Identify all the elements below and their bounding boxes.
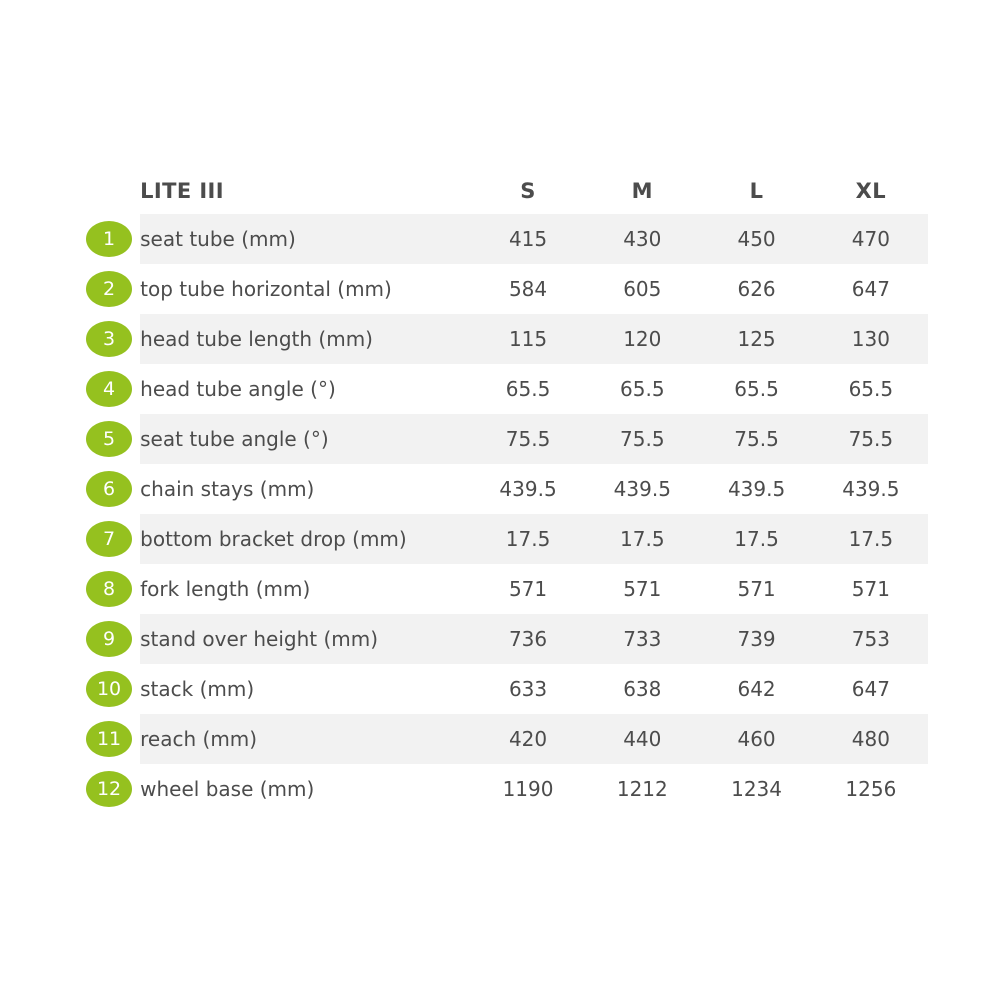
- row-number-cell: [78, 414, 140, 464]
- cell-xl: 470: [814, 214, 928, 264]
- row-number-cell: [78, 314, 140, 364]
- table-row: [78, 514, 928, 564]
- cell-s: 736: [471, 614, 585, 664]
- row-number-cell: [78, 564, 140, 614]
- cell-xl: 1256: [814, 764, 928, 814]
- row-label: stand over height (mm): [140, 614, 471, 664]
- row-number-cell: [78, 464, 140, 514]
- row-label: chain stays (mm): [140, 464, 471, 514]
- cell-xl: 439.5: [814, 464, 928, 514]
- cell-l: 571: [699, 564, 813, 614]
- row-number-cell: [78, 614, 140, 664]
- header-badge-spacer: [78, 168, 140, 214]
- row-number-badge: 2: [86, 271, 132, 307]
- cell-m: 1212: [585, 764, 699, 814]
- geometry-spec-table: [78, 168, 928, 814]
- row-label: reach (mm): [140, 714, 471, 764]
- cell-xl: 647: [814, 264, 928, 314]
- row-number-badge: 6: [86, 471, 132, 507]
- column-header-l: L: [699, 168, 813, 214]
- cell-m: 638: [585, 664, 699, 714]
- row-label: seat tube angle (°): [140, 414, 471, 464]
- cell-m: 75.5: [585, 414, 699, 464]
- cell-m: 17.5: [585, 514, 699, 564]
- cell-s: 1190: [471, 764, 585, 814]
- table-row: [78, 314, 928, 364]
- cell-l: 626: [699, 264, 813, 314]
- cell-xl: 65.5: [814, 364, 928, 414]
- cell-m: 430: [585, 214, 699, 264]
- row-label: wheel base (mm): [140, 764, 471, 814]
- row-label: seat tube (mm): [140, 214, 471, 264]
- cell-s: 420: [471, 714, 585, 764]
- cell-m: 65.5: [585, 364, 699, 414]
- cell-l: 460: [699, 714, 813, 764]
- cell-m: 605: [585, 264, 699, 314]
- cell-l: 125: [699, 314, 813, 364]
- cell-m: 120: [585, 314, 699, 364]
- row-label: head tube length (mm): [140, 314, 471, 364]
- cell-s: 75.5: [471, 414, 585, 464]
- row-number-badge: 11: [86, 721, 132, 757]
- row-label: head tube angle (°): [140, 364, 471, 414]
- row-number-cell: [78, 364, 140, 414]
- row-number-badge: 3: [86, 321, 132, 357]
- row-number-badge: 12: [86, 771, 132, 807]
- cell-l: 439.5: [699, 464, 813, 514]
- row-number-badge: 5: [86, 421, 132, 457]
- cell-m: 733: [585, 614, 699, 664]
- row-number-badge: 7: [86, 521, 132, 557]
- row-number-badge: 1: [86, 221, 132, 257]
- table-wrap: [78, 168, 928, 814]
- cell-s: 439.5: [471, 464, 585, 514]
- row-number-cell: [78, 264, 140, 314]
- cell-s: 65.5: [471, 364, 585, 414]
- cell-s: 633: [471, 664, 585, 714]
- table-row: [78, 214, 928, 264]
- row-label: top tube horizontal (mm): [140, 264, 471, 314]
- cell-xl: 17.5: [814, 514, 928, 564]
- row-number-badge: 4: [86, 371, 132, 407]
- cell-l: 17.5: [699, 514, 813, 564]
- row-number-badge: 8: [86, 571, 132, 607]
- model-title: LITE III: [140, 168, 471, 214]
- cell-xl: 480: [814, 714, 928, 764]
- cell-m: 439.5: [585, 464, 699, 514]
- table-header-row: [78, 168, 928, 214]
- cell-l: 1234: [699, 764, 813, 814]
- table-row: [78, 714, 928, 764]
- table-row: [78, 414, 928, 464]
- row-label: stack (mm): [140, 664, 471, 714]
- row-number-cell: [78, 514, 140, 564]
- cell-xl: 647: [814, 664, 928, 714]
- table-row: [78, 764, 928, 814]
- cell-l: 65.5: [699, 364, 813, 414]
- table-row: [78, 464, 928, 514]
- cell-s: 415: [471, 214, 585, 264]
- table-row: [78, 564, 928, 614]
- row-number-badge: 10: [86, 671, 132, 707]
- row-number-cell: [78, 214, 140, 264]
- table-row: [78, 364, 928, 414]
- cell-m: 440: [585, 714, 699, 764]
- cell-s: 17.5: [471, 514, 585, 564]
- cell-l: 75.5: [699, 414, 813, 464]
- cell-s: 584: [471, 264, 585, 314]
- table-body: [78, 214, 928, 814]
- table-row: [78, 264, 928, 314]
- cell-s: 571: [471, 564, 585, 614]
- row-number-badge: 9: [86, 621, 132, 657]
- row-number-cell: [78, 664, 140, 714]
- cell-l: 739: [699, 614, 813, 664]
- column-header-xl: XL: [814, 168, 928, 214]
- table-row: [78, 664, 928, 714]
- cell-xl: 130: [814, 314, 928, 364]
- row-label: bottom bracket drop (mm): [140, 514, 471, 564]
- cell-m: 571: [585, 564, 699, 614]
- row-number-cell: [78, 714, 140, 764]
- geometry-table: [78, 168, 928, 814]
- row-number-cell: [78, 764, 140, 814]
- column-header-s: S: [471, 168, 585, 214]
- column-header-m: M: [585, 168, 699, 214]
- table-row: [78, 614, 928, 664]
- cell-xl: 75.5: [814, 414, 928, 464]
- cell-s: 115: [471, 314, 585, 364]
- row-label: fork length (mm): [140, 564, 471, 614]
- cell-l: 642: [699, 664, 813, 714]
- cell-xl: 753: [814, 614, 928, 664]
- cell-l: 450: [699, 214, 813, 264]
- cell-xl: 571: [814, 564, 928, 614]
